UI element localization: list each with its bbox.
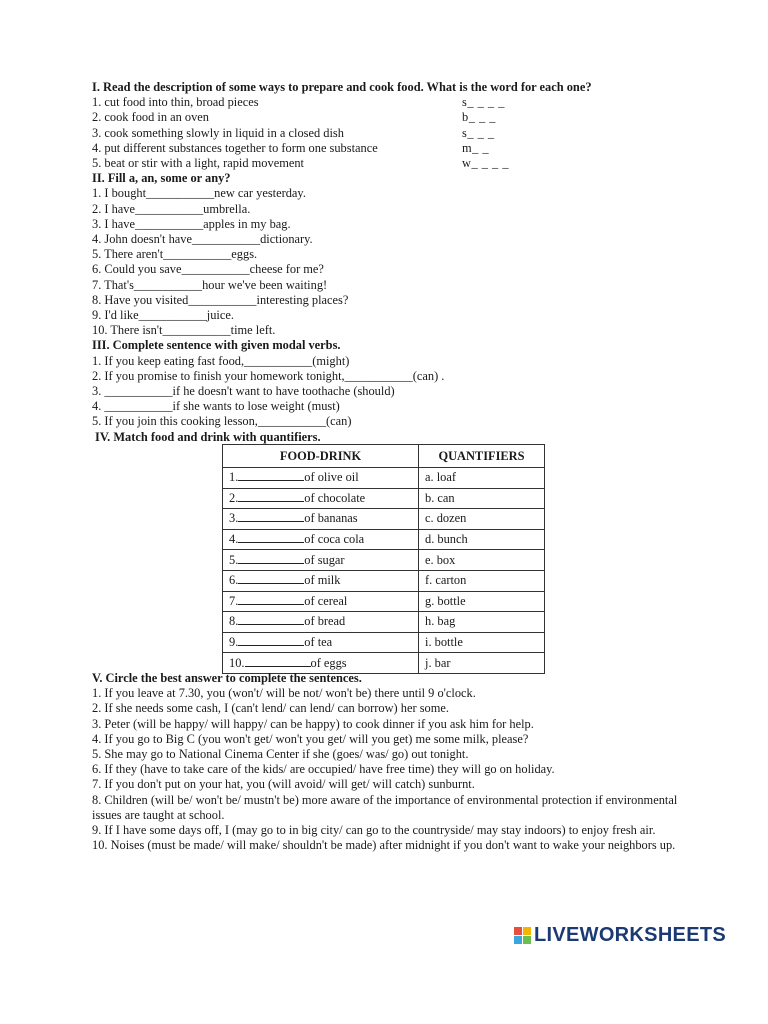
multiple-choice-item: 7. If you don't put on your hat, you (will avoid/ will get/ will catch) sunburnt. [92,777,475,792]
table-row [223,612,545,633]
multiple-choice-item: 8. Children (will be/ won't be/ mustn't be) more aware of the importance of environmental protection if environmental issues are taught at school. [92,792,678,822]
answer-blank [238,491,304,502]
answer-hint: s_ _ _ [462,125,495,140]
table-row [223,570,545,591]
table-row [223,529,545,550]
food-drink-cell [223,468,419,489]
food-drink-text: of tea [304,635,333,650]
food-drink-text: of sugar [304,552,345,567]
section-2-list [92,186,692,338]
row-number: 9. [229,635,239,650]
quantifier-cell: a. loaf [419,468,545,489]
answer-hint: s_ _ _ _ [462,95,505,110]
section-1-list [92,95,692,171]
question-row [92,141,692,156]
quantifier-cell: i. bottle [419,632,545,653]
question-row [92,110,692,125]
question-text: 2. cook food in an oven [92,110,209,125]
food-drink-cell [223,632,419,653]
logo-square-icon [514,927,522,935]
fill-blank-item: 1. I bought___________new car yesterday. [92,186,306,201]
row-number: 7. [229,593,239,608]
food-drink-cell [223,591,419,612]
fill-blank-item: 2. I have___________umbrella. [92,201,251,216]
quantifier-cell: b. can [419,488,545,509]
fill-blank-item: 9. I'd like___________juice. [92,308,234,323]
multiple-choice-item: 3. Peter (will be happy/ will happy/ can be happy) to cook dinner if you ask him for help. [92,716,534,731]
table-row [223,632,545,653]
column-header-food-drink: FOOD-DRINK [223,445,419,468]
row-number: 2. [229,490,239,505]
fill-blank-item: 8. Have you visited___________interesting places? [92,292,349,307]
logo-square-icon [523,927,531,935]
question-text: 4. put different substances together to form one substance [92,140,378,155]
question-text: 5. beat or stir with a light, rapid movement [92,156,304,171]
row-number: 3. [229,511,239,526]
food-drink-cell [223,529,419,550]
multiple-choice-item: 1. If you leave at 7.30, you (won't/ will be not/ won't be) there until 9 o'clock. [92,686,476,701]
food-drink-text: of chocolate [304,490,366,505]
multiple-choice-item: 5. She may go to National Cinema Center if she (goes/ was/ go) out tonight. [92,747,469,762]
answer-blank [238,614,304,625]
modal-verb-item: 1. If you keep eating fast food,___________(might) [92,353,350,368]
food-drink-cell [223,570,419,591]
quantifier-cell: h. bag [419,612,545,633]
fill-blank-item: 4. John doesn't have___________dictionary. [92,232,313,247]
quantifier-table [222,444,545,674]
multiple-choice-item: 4. If you go to Big C (you won't get/ won't you get/ will you get) me some milk, please? [92,731,529,746]
quantifier-cell: g. bottle [419,591,545,612]
row-number: 5. [229,552,239,567]
multiple-choice-item: 9. If I have some days off, I (may go to in big city/ can go to the countryside/ may stay indoors) to enjoy fresh air. [92,823,656,838]
answer-hint: b_ _ _ [462,110,496,125]
question-row [92,156,692,171]
food-drink-cell [223,509,419,530]
section-5-heading: V. Circle the best answer to complete the sentences. [92,671,362,685]
fill-blank-item: 3. I have___________apples in my bag. [92,216,291,231]
quantifier-cell: d. bunch [419,529,545,550]
table-row [223,550,545,571]
row-number: 8. [229,614,239,629]
answer-blank [238,635,304,646]
quantifier-cell: e. box [419,550,545,571]
modal-verb-item: 2. If you promise to finish your homework tonight,___________(can) . [92,368,445,383]
answer-blank [238,553,304,564]
fill-blank-item: 6. Could you save___________cheese for me? [92,262,324,277]
food-drink-cell [223,612,419,633]
liveworksheets-logo [514,921,726,949]
quantifier-cell: f. carton [419,570,545,591]
food-drink-text: of olive oil [304,470,359,485]
answer-blank [238,511,304,522]
answer-blank [238,573,304,584]
row-number: 1. [229,470,239,485]
modal-verb-item: 4. ___________if she wants to lose weight (must) [92,399,340,414]
food-drink-text: of eggs [310,655,347,670]
worksheet [92,80,692,445]
food-drink-text: of coca cola [304,532,365,547]
quantifier-cell: j. bar [419,653,545,674]
answer-blank [238,470,304,481]
section-3-list [92,354,692,430]
section-3-heading: III. Complete sentence with given modal verbs. [92,338,341,353]
answer-hint: m_ _ [462,140,490,155]
food-drink-text: of cereal [304,593,348,608]
quantifier-cell: c. dozen [419,509,545,530]
food-drink-cell [223,550,419,571]
table-row [223,509,545,530]
answer-blank [238,594,304,605]
answer-blank [245,656,311,667]
section-5 [92,671,692,853]
section-5-list [92,686,692,853]
logo-text: LIVEWORKSHEETS [534,923,726,946]
row-number: 6. [229,573,239,588]
answer-hint: w_ _ _ _ [462,156,510,171]
question-row [92,95,692,110]
food-drink-text: of bananas [304,511,358,526]
food-drink-text: of bread [304,614,346,629]
multiple-choice-item: 2. If she needs some cash, I (can't lend/ can lend/ can borrow) her some. [92,701,449,716]
answer-blank [238,532,304,543]
fill-blank-item: 10. There isn't___________time left. [92,323,276,338]
logo-square-icon [514,936,522,944]
logo-square-icon [523,936,531,944]
row-number: 4. [229,532,239,547]
question-row [92,126,692,141]
fill-blank-item: 7. That's___________hour we've been waiting! [92,277,328,292]
food-drink-text: of milk [304,573,341,588]
section-2-heading: II. Fill a, an, some or any? [92,171,231,186]
question-text: 3. cook something slowly in liquid in a closed dish [92,125,344,140]
section-4-heading: IV. Match food and drink with quantifiers. [95,429,321,444]
table-row [223,591,545,612]
table-row [223,468,545,489]
table-row [223,488,545,509]
fill-blank-item: 5. There aren't___________eggs. [92,247,258,262]
logo-mark-icon [514,927,531,944]
multiple-choice-item: 6. If they (have to take care of the kids/ are occupied/ have free time) they will go on holiday. [92,762,555,777]
multiple-choice-item: 10. Noises (must be made/ will make/ shouldn't be made) after midnight if you don't want to wake your neighbors up. [92,838,676,853]
modal-verb-item: 5. If you join this cooking lesson,___________(can) [92,414,352,429]
modal-verb-item: 3. ___________if he doesn't want to have toothache (should) [92,384,395,399]
row-number: 10. [229,655,245,670]
food-drink-cell [223,488,419,509]
section-1-heading: I. Read the description of some ways to prepare and cook food. What is the word for each one? [92,80,592,94]
column-header-quantifiers: QUANTIFIERS [419,445,545,468]
question-text: 1. cut food into thin, broad pieces [92,95,259,110]
